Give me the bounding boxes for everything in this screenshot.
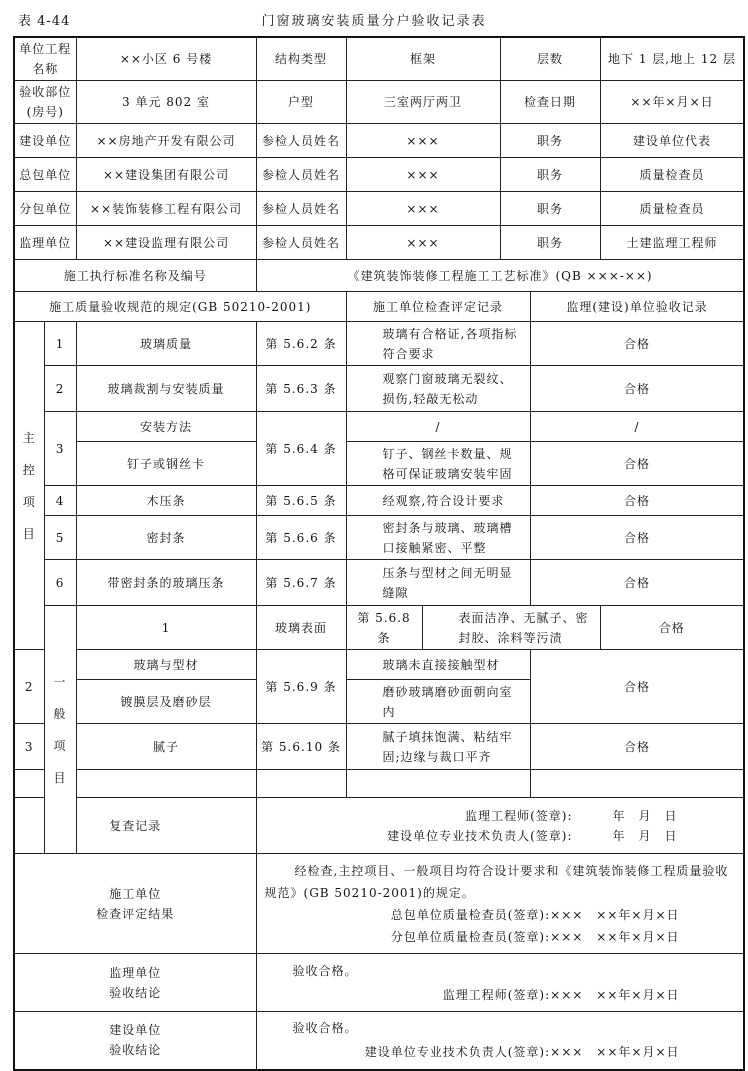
contractor-column-header: 施工单位检查评定记录 [346,292,530,322]
empty-cell [76,770,256,798]
person-label: 参检人员姓名 [256,192,346,226]
structure-label: 结构类型 [256,37,346,81]
person-name: ××× [346,158,500,192]
item-name: 玻璃裁割与安装质量 [76,366,256,412]
item-result: 合格 [530,322,744,366]
item-result: 合格 [530,486,744,516]
person-name: ××× [346,124,500,158]
date-value: ××年×月×日 [600,81,744,124]
supervisor-result-content: 验收合格。 监理工程师(签章):××× ××年×月×日 [256,954,744,1012]
page-title: 门窗玻璃安装质量分户验收记录表 [261,14,487,29]
item-number: 1 [76,606,256,650]
item-result: 合格 [530,560,744,606]
duty-label: 职务 [500,192,600,226]
structure-value: 框架 [346,37,500,81]
empty-cell [14,770,44,798]
item-clause: 第 5.6.5 条 [256,486,346,516]
supervisor-column-header: 监理(建设)单位验收记录 [530,292,744,322]
part-label: 验收部位(房号) [14,81,76,124]
part-value: 3 单元 802 室 [76,81,256,124]
person-label: 参检人员姓名 [256,124,346,158]
unit-name: ××建设监理有限公司 [76,226,256,260]
table-number: 表 4-44 [18,14,71,29]
house-type-value: 三室两厅两卫 [346,81,500,124]
empty-cell [346,770,530,798]
unit-role: 建设单位 [14,124,76,158]
acceptance-record-table [13,36,745,1071]
item-clause: 第 5.6.2 条 [256,322,346,366]
item-clause: 第 5.6.6 条 [256,516,346,560]
item-record: 经观察,符合设计要求 [346,486,530,516]
item-name: 玻璃表面 [256,606,346,650]
item-result: / [530,412,744,442]
item-name: 玻璃质量 [76,322,256,366]
spec-column-header: 施工质量验收规范的规定(GB 50210-2001) [14,292,346,322]
item-record: / [346,412,530,442]
empty-cell [530,770,744,798]
unit-role: 监理单位 [14,226,76,260]
item-name: 带密封条的玻璃压条 [76,560,256,606]
main-items-group: 主 控 项 目 [14,322,44,650]
empty-cell [256,770,346,798]
item-number: 3 [14,724,44,770]
standard-value: 《建筑装饰装修工程施工工艺标准》(QB ×××-××) [256,260,744,292]
duty-value: 质量检查员 [600,158,744,192]
project-value: ××小区 6 号楼 [76,37,256,81]
item-result: 合格 [530,650,744,724]
general-items-group: 一 般 项 目 [44,606,76,854]
review-signatures: 监理工程师(签章): 年 月 日 建设单位专业技术负责人(签章): 年 月 日 [256,798,744,854]
person-label: 参检人员姓名 [256,226,346,260]
floors-label: 层数 [500,37,600,81]
project-label: 单位工程名称 [14,37,76,81]
item-name: 安装方法 [76,412,256,442]
item-record: 压条与型材之间无明显缝隙 [346,560,530,606]
item-clause: 第 5.6.4 条 [256,412,346,486]
floors-value: 地下 1 层,地上 12 层 [600,37,744,81]
standard-label: 施工执行标准名称及编号 [14,260,256,292]
duty-value: 建设单位代表 [600,124,744,158]
unit-name: ××建设集团有限公司 [76,158,256,192]
review-label: 复查记录 [14,798,256,854]
item-number: 1 [44,322,76,366]
item-name: 密封条 [76,516,256,560]
supervisor-result-label: 监理单位 验收结论 [14,954,256,1012]
item-name: 玻璃与型材 [76,650,256,680]
person-label: 参检人员姓名 [256,158,346,192]
item-record: 钉子、钢丝卡数量、规格可保证玻璃安装牢固 [346,442,530,486]
item-record: 腻子填抹饱满、粘结牢固;边缘与裁口平齐 [346,724,530,770]
contractor-result-content: 经检查,主控项目、一般项目均符合设计要求和《建筑装饰装修工程质量验收规范》(GB 50210-2001)的规定。 总包单位质量检查员(签章):××× ××年×月×日 分包单位质量检查员(签章):××× ××年×月×日 [256,854,744,954]
item-clause: 第 5.6.10 条 [256,724,346,770]
item-number: 5 [44,516,76,560]
item-number: 2 [44,366,76,412]
unit-name: ××房地产开发有限公司 [76,124,256,158]
owner-result-label: 建设单位 验收结论 [14,1012,256,1070]
duty-label: 职务 [500,124,600,158]
item-name: 腻子 [76,724,256,770]
house-type-label: 户型 [256,81,346,124]
duty-label: 职务 [500,226,600,260]
person-name: ××× [346,226,500,260]
date-label: 检查日期 [500,81,600,124]
item-clause: 第 5.6.7 条 [256,560,346,606]
item-result: 合格 [530,516,744,560]
unit-role: 分包单位 [14,192,76,226]
item-number: 6 [44,560,76,606]
item-record: 磨砂玻璃磨砂面朝向室内 [346,680,530,724]
item-record: 观察门窗玻璃无裂纹、损伤,轻敲无松动 [346,366,530,412]
item-result: 合格 [530,366,744,412]
item-record: 密封条与玻璃、玻璃槽口接触紧密、平整 [346,516,530,560]
owner-result-content: 验收合格。 建设单位专业技术负责人(签章):××× ××年×月×日 [256,1012,744,1070]
duty-label: 职务 [500,158,600,192]
item-number: 4 [44,486,76,516]
item-result: 合格 [530,442,744,486]
item-record: 玻璃未直接接触型材 [346,650,530,680]
item-record: 表面洁净、无腻子、密封胶、涂料等污渍 [422,606,600,650]
person-name: ××× [346,192,500,226]
item-clause: 第 5.6.8 条 [346,606,422,650]
item-result: 合格 [600,606,744,650]
item-clause: 第 5.6.3 条 [256,366,346,412]
item-number: 3 [44,412,76,486]
item-name: 钉子或钢丝卡 [76,442,256,486]
item-name: 镀膜层及磨砂层 [76,680,256,724]
item-name: 木压条 [76,486,256,516]
unit-name: ××装饰装修工程有限公司 [76,192,256,226]
item-number: 2 [14,650,44,724]
item-result: 合格 [530,724,744,770]
contractor-result-label: 施工单位 检查评定结果 [14,854,256,954]
duty-value: 质量检查员 [600,192,744,226]
duty-value: 土建监理工程师 [600,226,744,260]
item-clause: 第 5.6.9 条 [256,650,346,724]
item-record: 玻璃有合格证,各项指标符合要求 [346,322,530,366]
unit-role: 总包单位 [14,158,76,192]
